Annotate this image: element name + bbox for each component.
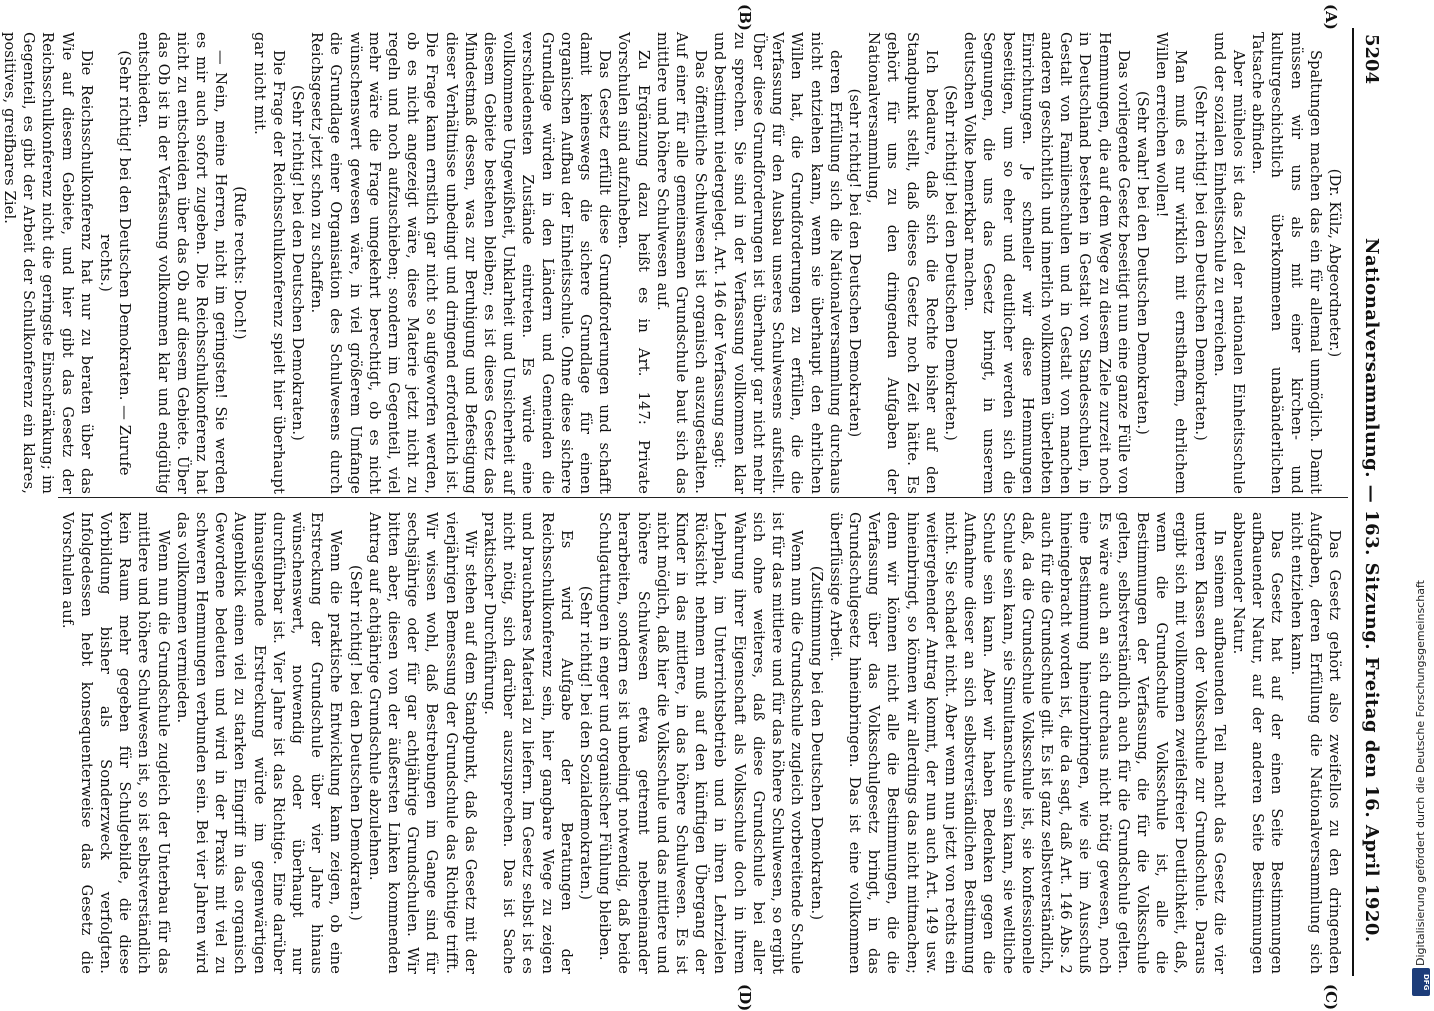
paragraph: Wir stehen auf dem Standpunkt, daß das Gesetz mit der vierjährigen Bemessung der Grundschule das Richtige trifft. Wir wissen wohl, daß Bestrebungen im Gange sind für sechsjährige oder für gar achtjährige Grundschulen. Wir bitten aber, diesen von der äußersten Linken kommenden Antrag auf achtjährige Grundschule abzulehnen. [365, 512, 479, 974]
paragraph: Wenn nun die Grundschule zugleich der Unterbau für das mittlere und höhere Schulwesen ist, so ist selbstverständlich kein Raum mehr gegeben für Schulgebilde, die diese Vorbildung bisher als Sonderzweck verfolgten. Infolgedessen hebt konsequenterweise das Gesetz die Vorschulen auf. [58, 512, 172, 974]
page-number: 5204 [1361, 34, 1382, 85]
dfg-logo: DFG [1412, 968, 1430, 996]
paragraph: Man muß es nur wirklich mit ernsthaftem, ehrlichem Willen erreichen wollen! [1153, 32, 1190, 494]
paragraph: (sehr richtig! bei den Deutschen Demokraten) [845, 88, 863, 438]
paragraph: Aber mühelos ist das Ziel der nationalen Einheitsschule und der sozialen Einheitsschule zu erreichen. [1210, 32, 1247, 494]
paragraph: (Sehr wahr! bei den Deutschen Demokraten.) [1133, 90, 1151, 436]
paragraph: Das Gesetz gehört also zweifellos zu den dringenden Aufgaben, deren Erfüllung die Nationalversammlung sich nicht entziehen kann. [1287, 512, 1343, 974]
right-text-column [44, 512, 1344, 974]
paragraph: (Sehr richtig! bei den Sozialdemokraten.) [577, 585, 595, 901]
paragraph: (Rufe rechts: Doch!) [231, 186, 249, 340]
paragraph: — Nein, meine Herren, nicht im geringsten! Sie werden es mir auch sofort zugeben. Die Reichsschulkonferenz hat nicht zu entscheiden über das Ob auf diesem Gebiete. Über das Ob ist in der Verfassung vollkommen klar und endgültig entschieden. [135, 32, 230, 494]
paragraph: Das vorliegende Gesetz beseitigt nun eine ganze Fülle von Hemmungen, die auf dem Wege zu diesem Ziele zurzeit noch in Deutschland bestehen in Gestalt von Standesschulen, in Gestalt von Familienschulen und in Gestalt von manchen anderen geschichtlich und innerlich vollkommen überlebten Einrichtungen. Je schneller wir diese Hemmungen beseitigen, um so eher und deutlicher werden sich die Segnungen, die uns das Gesetz bringt, in unserem deutschen Volke bemerkbar machen. [961, 32, 1132, 494]
paragraph: Die Frage der Reichsschulkonferenz spielt hier überhaupt gar nicht mit. [250, 32, 287, 494]
page-title: Nationalversammlung. — 163. Sitzung. Freitag den 16. April 1920. [1361, 238, 1382, 943]
paragraph: Das Gesetz erfüllt diese Grundforderungen und schafft damit keineswegs die sichere Grundlage für einen organischen Aufbau der Einheitsschule. Ohne diese sichere Grundlage würden in den Ländern und Gemeinden die verschiedensten Zustände eintreten. Es würde eine vollkommene Ungewißheit, Unklarheit und Unsicherheit auf diesem Gebiete bestehen bleiben; es ist dieses Gesetz das Mindestmaß dessen, was zur Beruhigung und Befestigung dieser Verhältnisse unbedingt und dringend erforderlich ist. Die Frage kann ernstlich gar nicht so aufgeworfen werden, ob es nicht angezeigt wäre, diese Materie jetzt nicht zu regeln und noch aufzuschieben; sondern im Gegenteil, viel mehr wäre die Frage umgekehrt berechtigt, ob es nicht wünschenswert gewesen wäre, in viel größerem Umfange die Grundlage einer Organisation des Schulwesens durch Reichsgesetz jetzt schon zu schaffen. [308, 32, 614, 494]
left-text-column [0, 32, 1344, 494]
paragraph: (Sehr richtig! bei den Deutschen Demokraten.) [1191, 84, 1209, 442]
paragraph: In seinem aufbauenden Teil macht das Gesetz die vier unteren Klassen der Volksschule zur Grundschule. Daraus ergibt sich mit vollkommen zweifelsfreier Deutlichkeit, daß, wenn die Grundschule Volksschule ist, alle die Bestimmungen der Verfassung, die für die Volksschule gelten, selbstverständlich auch für die Grundschule gelten. Es wäre auch an sich durchaus nicht nötig gewesen, noch eine Bestimmung hineinzubringen, wie sie im Ausschuß hineingebracht worden ist, die da sagt, daß Art. 146 Abs. 2 auch für die Grundschule gilt. Es ist ganz selbstverständlich, daß, da die Grundschule Volksschule ist, sie konfessionelle Schule sein kann, sie Simultanschule sein kann, sie weltliche Schule sein kann. Aber wir haben Bedenken gegen die Aufnahme dieser an sich selbstverständlichen Bestimmung nicht. Sie schadet nicht. Aber wenn nun jetzt von rechts ein weitergehender Antrag kommt, der nun auch Art. 149 usw. hineinbringt, so können wir allerdings das nicht mitmachen; denn wir können nicht alle die Bestimmungen, die die Verfassung über das Volksschulgesetz bringt, in das Grundschulgesetz hineinbringen. Das ist eine vollkommen überflüssige Arbeit. [826, 512, 1228, 974]
paragraph: Es wird Aufgabe der Beratungen der Reichsschulkonferenz sein, hier gangbare Wege zu zeigen und brauchbares Material zu liefern. Im Gesetz selbst ist es nicht nötig, sich darüber auszusprechen. Das ist Sache praktischer Durchführung. [481, 512, 575, 974]
paragraph: (Sehr richtig! bei den Deutschen Demokraten. — Zurufe rechts.) [97, 50, 134, 476]
paragraph: Spaltungen machen das ein für allemal unmöglich. Damit müssen wir uns als mit einer kirchen- und kulturgeschichtlich überkommenen unabänderlichen Tatsache abfinden. [1249, 32, 1324, 494]
margin-marker-a: (A) [1322, 4, 1340, 30]
paragraph: (Zustimmung bei den Deutschen Demokraten.) [807, 565, 825, 921]
margin-marker-d: (D) [736, 984, 754, 1011]
column-divider [58, 497, 1348, 498]
paragraph: deren Erfüllung sich die Nationalversammlung durchaus nicht entziehen kann, wenn sie überhaupt den ehrlichen Willen hat, die Grundforderungen zu erfüllen, die die Verfassung für den Ausbau unseres Schulwesens aufstellt. Über diese Grundforderungen ist überhaupt gar nicht mehr zu sprechen. Sie sind in der Verfassung vollkommen klar und bestimmt niedergelegt. Art. 146 der Verfassung sagt: [711, 32, 844, 494]
paragraph: Wenn nun die Grundschule zugleich vorbereitende Schule ist für das mittlere und für das höhere Schulwesen, so ergibt sich ohne weiteres, daß diese Grundschule bei aller Wahrung ihrer Eigenschaft als Volksschule doch in ihrem Lehrplan, im Unterrichtsbetrieb und in ihren Lehrzielen Rücksicht nehmen muß auf den künftigen Übergang der Kinder in das mittlere, in das höhere Schulwesen. Es ist nicht möglich, daß hier die Volksschule und das mittlere und höhere Schulwesen etwa getrennt nebeneinander herarbeiten, sondern es ist unbedingt notwendig, daß beide Schulgattungen in enger und organischer Fühlung bleiben. [596, 512, 806, 974]
paragraph: (Sehr richtig! bei den Deutschen Demokraten.) [346, 564, 364, 922]
paragraph: Das öffentliche Schulwesen ist organisch auszugestalten. Auf einer für alle gemeinsamen Grundschule baut sich das mittlere und höhere Schulwesen auf. [653, 32, 710, 494]
paragraph: Die Reichsschulkonferenz hat nur zu beraten über das Wie auf diesem Gebiete, und hier gibt das Gesetz der Reichsschulkonferenz nicht die geringste Einschränkung; im Gegenteil, es gibt der Arbeit der Schulkonferenz ein klares, positives, greifbares Ziel. [0, 32, 95, 494]
page-header [1352, 28, 1384, 976]
paragraph: (Dr. Külz, Abgeordneter.) [1326, 168, 1343, 358]
paragraph: Zu Ergänzung dazu heißt es in Art. 147: Private Vorschulen sind aufzuheben. [615, 32, 652, 494]
paragraph: Ich bedaure, daß sich die Rechte bisher auf den Standpunkt stellt, daß dieses Gesetz noch Zeit hätte. Es gehört für uns zu den dringenden Aufgaben der Nationalversammlung, [865, 32, 940, 494]
margin-marker-c: (C) [1322, 984, 1340, 1011]
paragraph: Das Gesetz hat auf der einen Seite Bestimmungen aufbauender Natur, auf der anderen Seite Bestimmungen abbauender Natur. [1229, 512, 1286, 974]
paragraph: Wenn die praktische Entwicklung kann zeigen, ob eine Erstreckung der Grundschule über vier Jahre hinaus wünschenswert, notwendig oder überhaupt nur durchführbar ist. Vier Jahre ist das Richtige. Eine darüber hinausgehende Erstreckung würde im gegenwärtigen Augenblick einen viel zu starken Eingriff in das organisch Gewordene bedeuten und wird in der Praxis mit viel zu schweren Hemmungen verbunden sein. Bei vier Jahren wird das vollkommen vermieden. [173, 512, 345, 974]
paragraph: (Sehr richtig! bei den Deutschen Demokraten.) [289, 84, 307, 442]
paragraph: (Sehr richtig! bei den Deutschen Demokraten.) [941, 84, 959, 442]
margin-marker-b: (B) [736, 4, 754, 31]
credit-text: Digitalisierung gefördert durch die Deutsche Forschungsgemeinschaft [1414, 580, 1427, 966]
digitization-credit [1408, 0, 1434, 1000]
